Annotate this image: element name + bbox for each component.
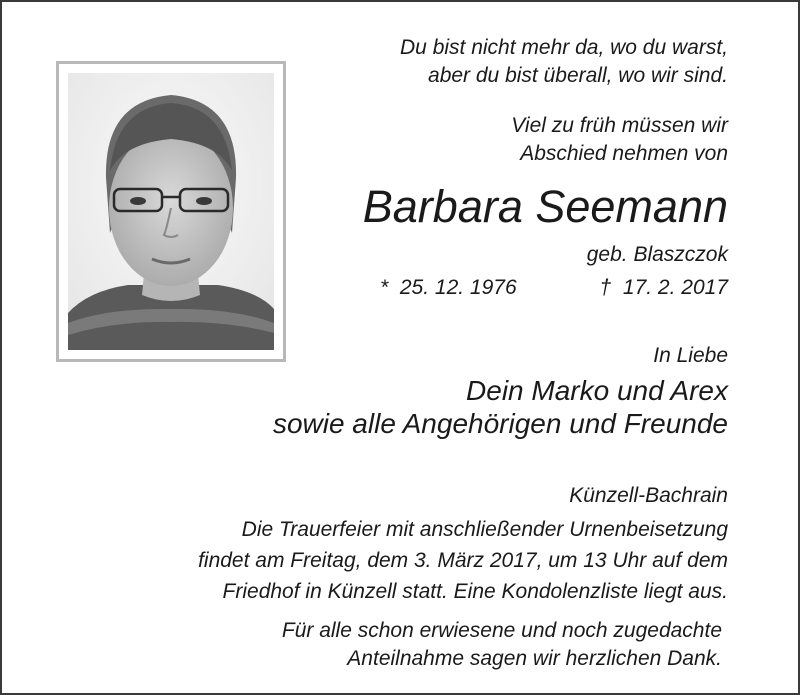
service-line-1: Die Trauerfeier mit anschließender Urnenbeisetzung [241, 518, 728, 541]
mourners-line-1: Dein Marko und Arex [466, 375, 728, 406]
intro-line-1: Viel zu früh müssen wir [511, 114, 728, 137]
birth-symbol: * [380, 276, 389, 299]
death-symbol: † [599, 276, 612, 299]
death-date [600, 274, 728, 302]
intro-line-2: Abschied nehmen von [520, 142, 728, 165]
thanks-line-1: Für alle schon erwiesene und noch zugedachte [281, 619, 722, 642]
mourners-intro: In Liebe [653, 344, 728, 367]
service-line-2: findet am Freitag, dem 3. März 2017, um 13 Uhr auf dem [198, 549, 728, 572]
place: Künzell-Bachrain [569, 484, 728, 507]
portrait-frame [56, 61, 286, 362]
quote-line-1: Du bist nicht mehr da, wo du warst, [400, 36, 728, 59]
service-line-3: Friedhof in Künzell statt. Eine Kondolenzliste liegt aus. [222, 580, 728, 603]
portrait-photo [68, 73, 274, 350]
thanks-line-2: Anteilnahme sagen wir herzlichen Dank. [347, 647, 722, 670]
mourners-line-2: sowie alle Angehörigen und Freunde [272, 408, 728, 439]
maiden-name: geb. Blaszczok [586, 243, 728, 266]
deceased-name: Barbara Seemann [362, 181, 728, 232]
birth-date [380, 274, 517, 302]
quote-line-2: aber du bist überall, wo wir sind. [428, 64, 728, 87]
death-date-value: 17. 2. 2017 [622, 276, 728, 299]
birth-date-value: 25. 12. 1976 [399, 276, 517, 299]
